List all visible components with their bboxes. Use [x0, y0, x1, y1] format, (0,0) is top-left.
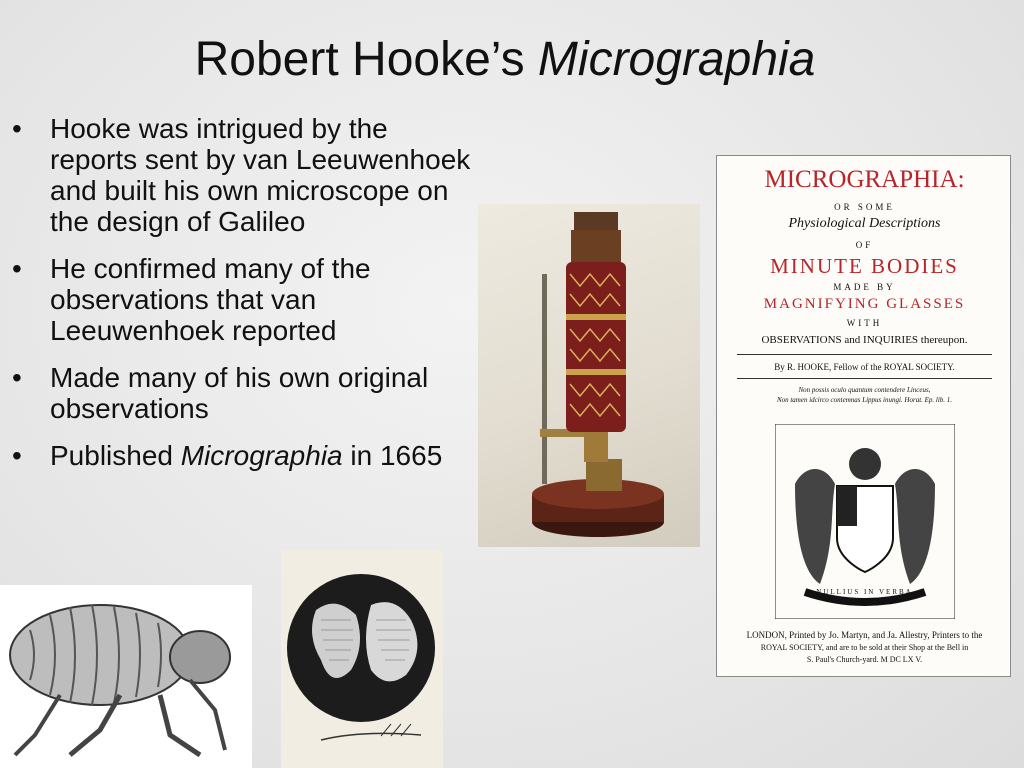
bullet-item — [12, 362, 482, 424]
cork-cells-drawing — [281, 550, 443, 768]
bullet-text-italic: Micrographia — [180, 440, 343, 471]
flea-engraving — [0, 585, 252, 768]
bullet-marker: • — [12, 253, 22, 284]
slide-title-italic: Micrographia — [537, 33, 816, 86]
tp-author: By R. HOOKE, Fellow of the ROYAL SOCIETY. — [774, 362, 955, 372]
tp-line: OR SOME — [834, 202, 895, 212]
slide-title-plain: Robert Hooke’s — [194, 33, 525, 86]
bullet-item — [12, 253, 482, 346]
microscope-illustration — [478, 204, 700, 547]
tp-motto: Non tamen idcirco contemnas Lippus inungi. Horat. Ep. lib. 1. — [776, 396, 953, 404]
tp-imprint: S. Paul's Church-yard. M DC LX V. — [806, 655, 923, 664]
tp-line: WITH — [846, 318, 883, 328]
tp-rule — [737, 354, 992, 355]
bullet-marker: • — [12, 440, 22, 471]
tp-line: Physiological Descriptions — [788, 216, 941, 231]
bullet-marker: • — [12, 113, 22, 144]
bullet-item — [12, 113, 482, 237]
bullet-text: He confirmed many of the observations that van Leeuwenhoek reported — [50, 253, 371, 346]
tp-imprint: LONDON, Printed by Jo. Martyn, and Ja. Allestry, Printers to the — [746, 630, 983, 640]
slide-title — [0, 30, 1010, 90]
bullet-item — [12, 440, 482, 471]
micrographia-title-page — [716, 155, 1011, 677]
tp-crest-motto: NULLIUS IN VERBA — [816, 588, 913, 596]
tp-line: MINUTE BODIES — [770, 254, 959, 278]
tp-line: MAGNIFYING GLASSES — [763, 296, 966, 312]
flea-illustration — [0, 585, 252, 768]
bullet-marker: • — [12, 362, 22, 393]
bullet-list — [12, 113, 482, 487]
tp-line: OBSERVATIONS and INQUIRIES thereupon. — [761, 334, 968, 346]
tp-rule — [737, 378, 992, 379]
bullet-text-after: in 1665 — [342, 440, 443, 471]
tp-line: OF — [855, 240, 874, 250]
tp-imprint: ROYAL SOCIETY, and are to be sold at their Shop at the Bell in — [760, 643, 969, 652]
bullet-text-before: Published — [50, 440, 181, 471]
microscope-photo — [478, 204, 700, 547]
cork-cells-illustration — [281, 550, 443, 768]
bullet-text: Made many of his own original observations — [50, 362, 429, 424]
bullet-text: Hooke was intrigued by the reports sent by van Leeuwenhoek and built his own microscope on the design of Galileo — [50, 113, 471, 237]
tp-motto: Non possis oculo quantum contendere Linceus, — [798, 386, 931, 394]
tp-line: MADE BY — [833, 282, 896, 292]
tp-heading: MICROGRAPHIA: — [764, 166, 965, 193]
